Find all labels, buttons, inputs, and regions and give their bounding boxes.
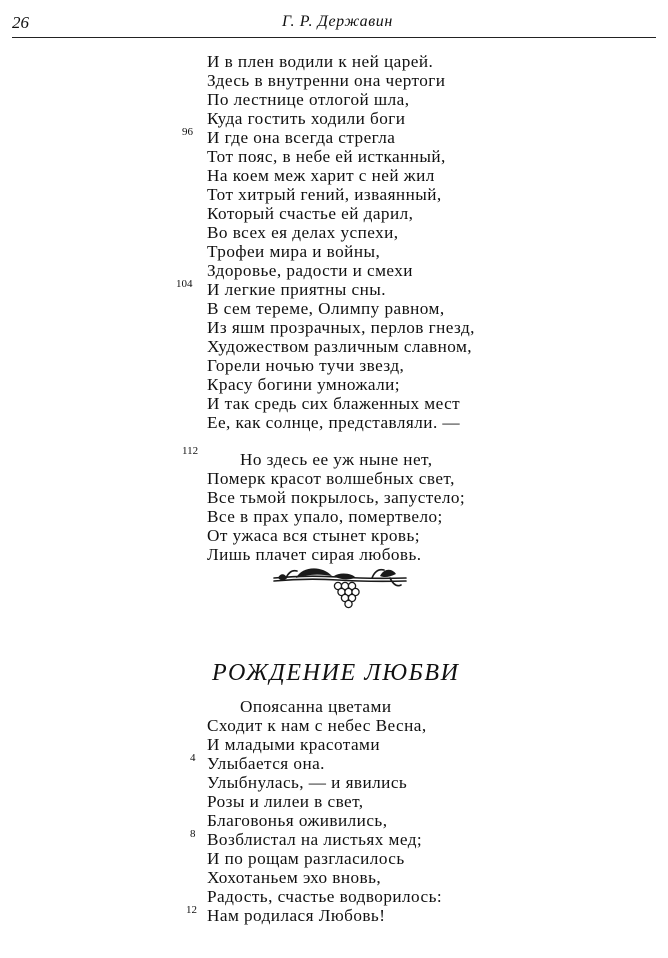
verse-line: И так средь сих блаженных мест (207, 394, 461, 413)
verse-line: Нам родилася Любовь! (207, 906, 386, 925)
page-number: 26 (12, 13, 29, 32)
verse-line: И по рощам разгласилось (207, 849, 405, 868)
verse-line: От ужаса вся стынет кровь; (207, 526, 420, 545)
verse-line: Трофеи мира и войны, (207, 242, 381, 261)
verse-line: И легкие приятны сны. (207, 280, 387, 299)
verse-line: Радость, счастье водворилось: (207, 887, 443, 906)
line-number: 104 (176, 278, 193, 290)
verse-line: Опоясанна цветами (240, 697, 392, 716)
running-head: Г. Р. Державин (282, 13, 393, 30)
verse-line: Из яшм прозрачных, перлов гнезд, (207, 318, 475, 337)
verse-line: На коем меж харит с ней жил (207, 166, 435, 185)
verse-line: Тот пояс, в небе ей истканный, (207, 147, 446, 166)
verse-line: Куда гостить ходили боги (207, 109, 406, 128)
verse-line: Горели ночью тучи звезд, (207, 356, 405, 375)
verse-line: Во всех ея делах успехи, (207, 223, 399, 242)
verse-line: Лишь плачет сирая любовь. (207, 545, 422, 564)
verse-line: Но здесь ее уж ныне нет, (240, 450, 433, 469)
verse-line: Розы и лилеи в свет, (207, 792, 364, 811)
verse-line: Ее, как солнце, представляли. — (207, 413, 461, 432)
verse-line: И младыми красотами (207, 735, 380, 754)
verse-line: Художеством различным славном, (207, 337, 473, 356)
verse-line: Все тьмой покрылось, запустело; (207, 488, 466, 507)
verse-line: Красу богини умножали; (207, 375, 400, 394)
line-number: 8 (190, 828, 196, 840)
page-header (12, 13, 660, 35)
line-number: 96 (182, 126, 193, 138)
verse-line: Который счастье ей дарил, (207, 204, 414, 223)
verse-line: Здесь в внутренни она чертоги (207, 71, 446, 90)
header-rule (12, 37, 656, 38)
verse-line: Благовонья оживились, (207, 811, 388, 830)
verse-line: Возблистал на листьях мед; (207, 830, 423, 849)
verse-line: Все в прах упало, помертвело; (207, 507, 443, 526)
verse-line: Тот хитрый гений, изваянный, (207, 185, 442, 204)
verse-line: Померк красот волшебных свет, (207, 469, 455, 488)
verse-line: И где она всегда стрегла (207, 128, 396, 147)
verse-line: И в плен водили к ней царей. (207, 52, 434, 71)
line-number: 4 (190, 752, 196, 764)
grape-vine-ornament-icon (272, 562, 408, 610)
verse-line: По лестнице отлогой шла, (207, 90, 410, 109)
verse-line: Улыбнулась, — и явились (207, 773, 408, 792)
verse-line: В сем тереме, Олимпу равном, (207, 299, 445, 318)
verse-line: Улыбается она. (207, 754, 325, 773)
verse-line: Здоровье, радости и смехи (207, 261, 413, 280)
verse-line: Сходит к нам с небес Весна, (207, 716, 427, 735)
line-number: 12 (186, 904, 197, 916)
verse-line: Хохотаньем эхо вновь, (207, 868, 382, 887)
line-number: 112 (182, 445, 199, 457)
poem-title: РОЖДЕНИЕ ЛЮБВИ (212, 660, 460, 686)
